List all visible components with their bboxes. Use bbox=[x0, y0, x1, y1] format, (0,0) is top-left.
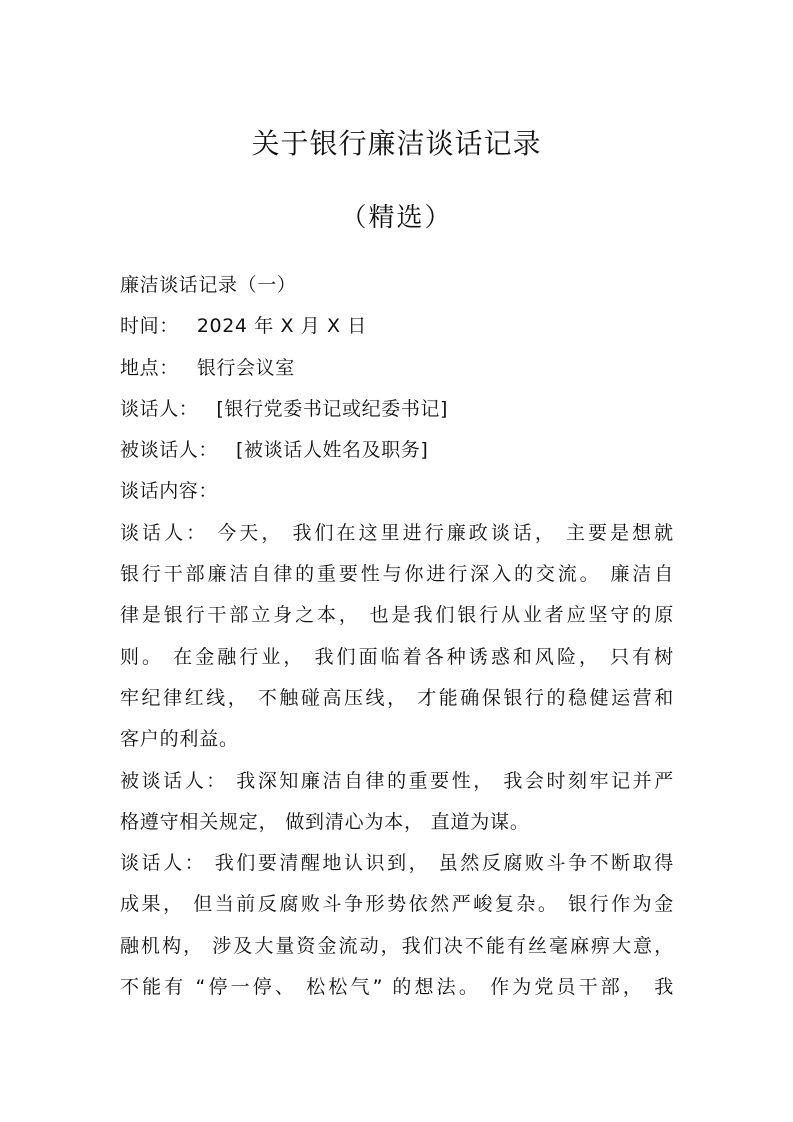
meta-time-value: 2024 年 X 月 X 日 bbox=[196, 315, 367, 338]
paragraph-line: 律是银行干部立身之本， 也是我们银行从业者应坚守的原 bbox=[120, 604, 674, 627]
meta-place-value: 银行会议室 bbox=[196, 356, 295, 379]
section-heading: 廉洁谈话记录（一） bbox=[120, 274, 297, 296]
paragraph-line: 被谈话人： 我深知廉洁自律的重要性， 我会时刻牢记并严 bbox=[120, 769, 674, 792]
paragraph-line: 成果， 但当前反腐败斗争形势依然严峻复杂。 银行作为金 bbox=[120, 893, 674, 916]
meta-interviewer-label: 谈话人： bbox=[120, 397, 199, 420]
paragraph bbox=[120, 761, 674, 844]
meta-interviewer bbox=[120, 389, 674, 430]
paragraph-line: 牢纪律红线， 不触碰高压线， 才能确保银行的稳健运营和 bbox=[120, 686, 674, 709]
paragraph bbox=[120, 843, 674, 1008]
paragraph-line: 谈话人： 今天， 我们在这里进行廉政谈话， 主要是想就 bbox=[120, 521, 674, 544]
meta-content-label: 谈话内容： bbox=[120, 480, 219, 503]
meta-interviewee bbox=[120, 430, 674, 471]
paragraph-line: 则。 在金融行业， 我们面临着各种诱惑和风险， 只有树 bbox=[120, 645, 674, 668]
paragraph-line: 格遵守相关规定， 做到清心为本， 直道为谋。 bbox=[120, 810, 530, 833]
paragraph-line: 融机构， 涉及大量资金流动，我们决不能有丝毫麻痹大意， bbox=[120, 934, 674, 957]
meta-place-label: 地点： bbox=[120, 356, 179, 379]
paragraph-line: 谈话人： 我们要清醒地认识到， 虽然反腐败斗争不断取得 bbox=[120, 852, 674, 875]
paragraph-line: 客户的利益。 bbox=[120, 728, 239, 751]
paragraph-line: 不能有 “停一停、 松松气” 的想法。 作为党员干部， 我 bbox=[120, 976, 674, 999]
document-title: 关于银行廉洁谈话记录 bbox=[251, 127, 542, 160]
paragraph-line: 银行干部廉洁自律的重要性与你进行深入的交流。 廉洁自 bbox=[120, 563, 674, 586]
meta-interviewee-label: 被谈话人： bbox=[120, 439, 219, 462]
document-body bbox=[120, 265, 674, 1008]
paragraph bbox=[120, 513, 674, 761]
meta-interviewer-value: [银行党委书记或纪委书记] bbox=[216, 397, 449, 420]
meta-time-label: 时间： bbox=[120, 315, 179, 338]
meta-place bbox=[120, 348, 674, 389]
document-subtitle: （精选） bbox=[340, 203, 453, 233]
meta-interviewee-value: [被谈话人姓名及职务] bbox=[236, 439, 429, 462]
meta-time bbox=[120, 306, 674, 347]
